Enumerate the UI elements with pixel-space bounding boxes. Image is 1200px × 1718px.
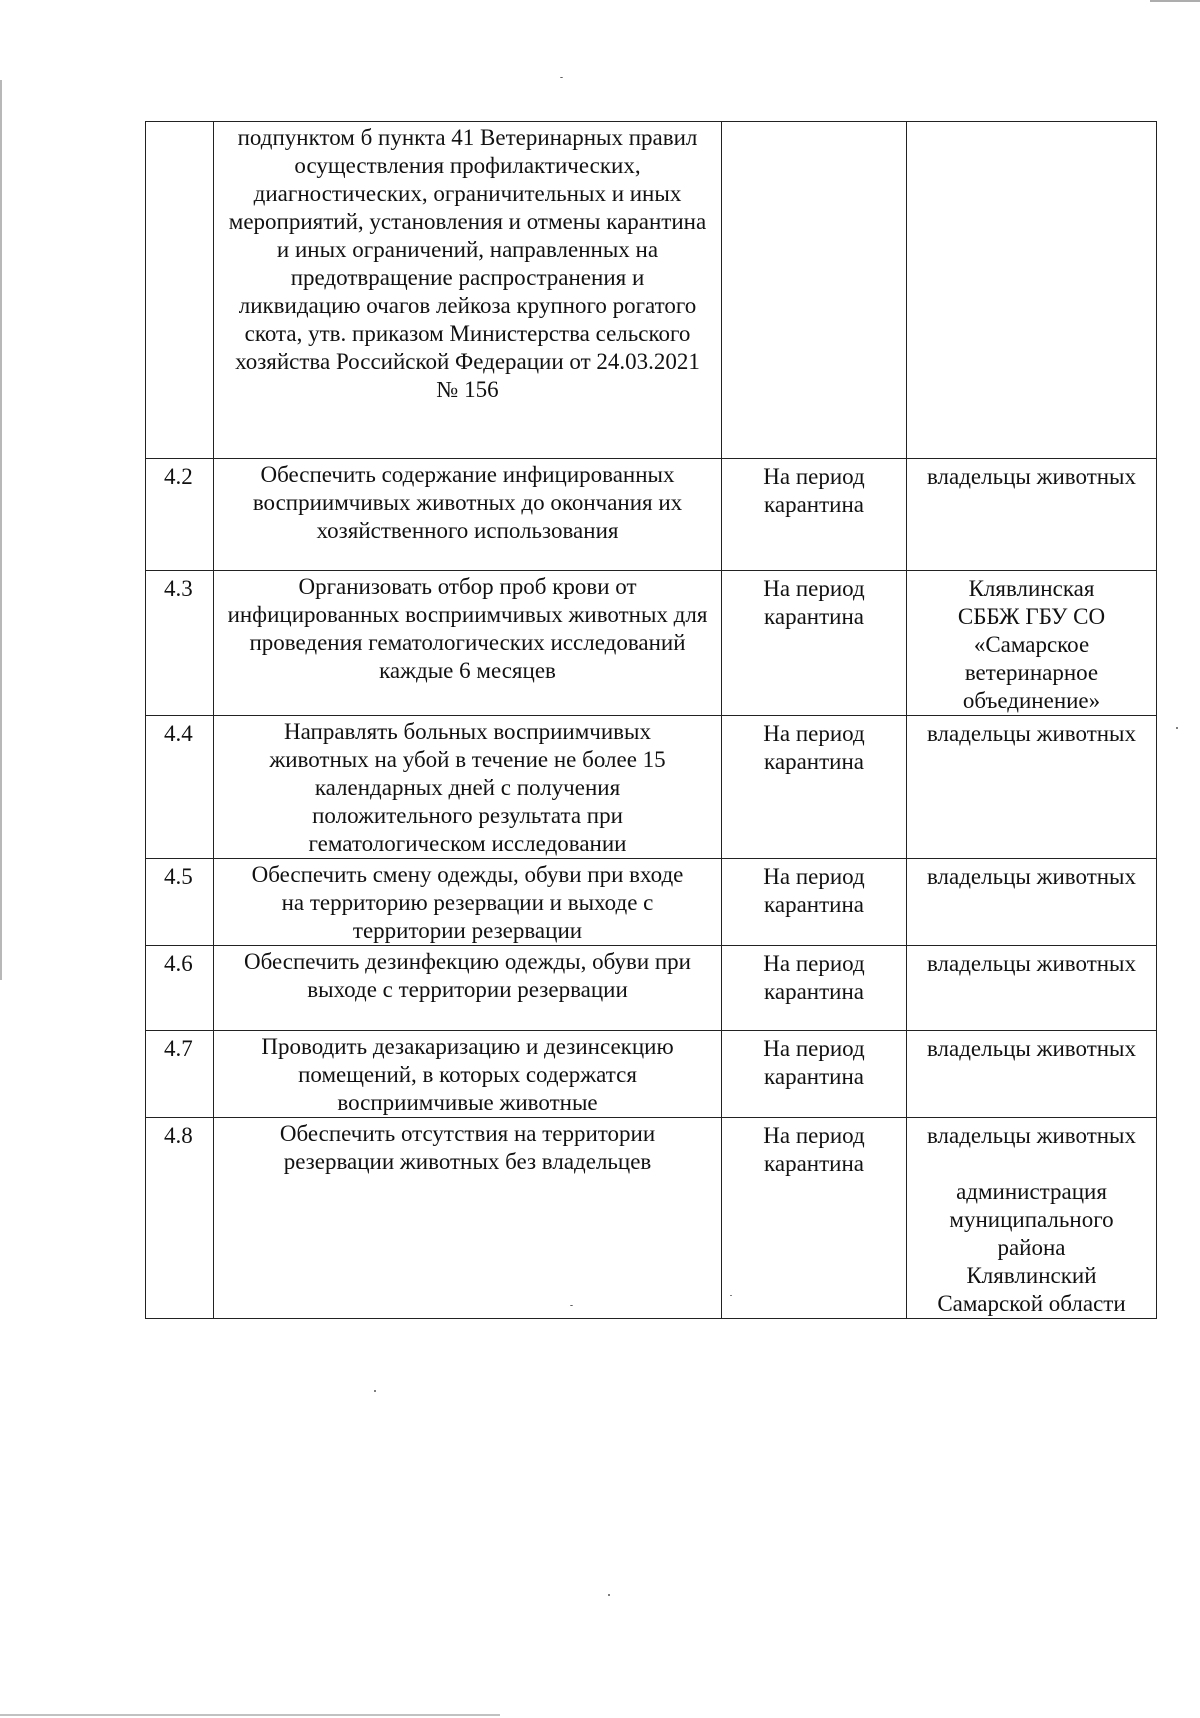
table-row [146,859,1157,946]
table-row [146,122,1157,459]
row-number: 4.5 [146,859,214,946]
scan-speck [374,1390,376,1392]
table-row [146,459,1157,571]
term-text [722,122,907,459]
term-text: На период карантина [722,859,907,946]
term-text: На период карантина [722,946,907,1031]
responsible-text: владельцы животных [907,859,1157,946]
scan-speck [730,1295,732,1296]
term-text: На период карантина [722,1031,907,1118]
action-text: Организовать отбор проб крови от инфицированных восприимчивых животных для проведения гематологических исследований каждые 6 месяцев [214,571,722,716]
term-text: На период карантина [722,571,907,716]
scan-speck [1176,727,1178,729]
table-row [146,1031,1157,1118]
responsible-text [907,122,1157,459]
action-text: Проводить дезакаризацию и дезинсекцию помещений, в которых содержатся восприимчивые животные [214,1031,722,1118]
scan-speck [570,1305,573,1306]
responsible-text: владельцы животных [907,1031,1157,1118]
row-number: 4.4 [146,716,214,859]
row-number: 4.3 [146,571,214,716]
responsible-text-secondary: администрация муниципального района Клявлинский Самарской области [937,1179,1126,1316]
row-number: 4.2 [146,459,214,571]
measures-table [145,121,1157,1319]
row-number: 4.7 [146,1031,214,1118]
action-text: Направлять больных восприимчивых животных на убой в течение не более 15 календарных дней с получения положительного результата при гематологическом исследовании [214,716,722,859]
responsible-cell [907,1118,1157,1319]
term-text: На период карантина [722,716,907,859]
action-text: Обеспечить отсутствия на территории резервации животных без владельцев [214,1118,722,1319]
responsible-text: владельцы животных [907,946,1157,1031]
action-text: Обеспечить содержание инфицированных восприимчивых животных до окончания их хозяйственного использования [214,459,722,571]
table-row [146,716,1157,859]
row-number: 4.6 [146,946,214,1031]
table-row [146,1118,1157,1319]
row-number [146,122,214,459]
responsible-text: владельцы животных [907,459,1157,571]
scan-edge-mark [0,80,2,980]
table-row [146,946,1157,1031]
scan-edge-mark [0,1714,500,1716]
action-text: подпунктом б пункта 41 Ветеринарных правил осуществления профилактических, диагностических, ограничительных и иных мероприятий, установления и отмены карантина и иных ограничений, направленных на предотвращение распространения и ликвидацию очагов лейкоза крупного рогатого скота, утв. приказом Министерства сельского хозяйства Российской Федерации от 24.03.2021 № 156 [214,122,722,459]
scan-edge-mark [1150,0,1200,2]
spacer [913,1150,1150,1178]
responsible-text: Клявлинская СББЖ ГБУ СО «Самарское ветеринарное объединение» [907,571,1157,716]
scan-speck [560,77,563,78]
responsible-text: владельцы животных [907,716,1157,859]
responsible-text: владельцы животных [926,1123,1137,1148]
scan-speck [608,1594,610,1596]
row-number: 4.8 [146,1118,214,1319]
action-text: Обеспечить смену одежды, обуви при входе на территорию резервации и выходе с территории резервации [214,859,722,946]
term-text: На период карантина [722,1118,907,1319]
term-text: На период карантина [722,459,907,571]
table-row [146,571,1157,716]
action-text: Обеспечить дезинфекцию одежды, обуви при выходе с территории резервации [214,946,722,1031]
